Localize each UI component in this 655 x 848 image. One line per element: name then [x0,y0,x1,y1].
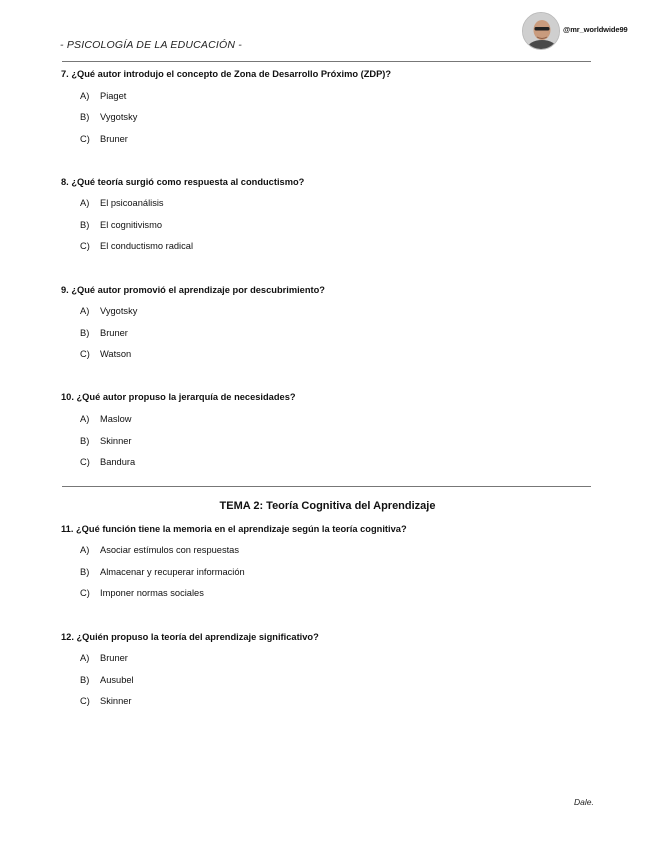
option-letter: B) [80,112,90,122]
option-text: El cognitivismo [100,220,163,230]
section-divider [62,486,591,487]
option-item [80,457,135,467]
option-letter: A) [80,653,90,663]
question-text: 7. ¿Qué autor introdujo el concepto de Zona de Desarrollo Próximo (ZDP)? [61,69,392,79]
option-letter: C) [80,134,90,144]
option-text: Vygotsky [100,306,138,316]
option-text: Imponer normas sociales [100,588,204,598]
option-letter: C) [80,241,90,251]
option-item [80,545,239,555]
option-text: El psicoanálisis [100,198,164,208]
option-text: Vygotsky [100,112,138,122]
question-text: 11. ¿Qué función tiene la memoria en el aprendizaje según la teoría cognitiva? [61,524,407,534]
option-text: Almacenar y recuperar información [100,567,245,577]
option-text: Ausubel [100,675,134,685]
question-text: 8. ¿Qué teoría surgió como respuesta al conductismo? [61,177,305,187]
avatar [522,12,560,50]
option-text: Bandura [100,457,136,467]
option-letter: C) [80,696,90,706]
option-item [80,588,204,598]
option-item [80,134,128,144]
option-text: Asociar estímulos con respuestas [100,545,239,555]
section-title: TEMA 2: Teoría Cognitiva del Aprendizaje [219,500,436,512]
option-text: Bruner [100,134,128,144]
option-item [80,436,132,446]
option-letter: A) [80,545,90,555]
option-item [80,349,131,359]
question-text: 9. ¿Qué autor promovió el aprendizaje por descubrimiento? [61,285,325,295]
option-letter: B) [80,567,90,577]
option-text: Watson [100,349,132,359]
option-text: Piaget [100,91,127,101]
option-letter: A) [80,198,90,208]
option-item [80,653,128,663]
option-item [80,675,134,685]
option-letter: A) [80,414,90,424]
option-item [80,198,164,208]
person-avatar-icon [523,13,560,50]
social-handle: @mr_worldwide99 [563,25,628,34]
page-header-title: - PSICOLOGÍA DE LA EDUCACIÓN - [60,39,243,51]
header-divider [62,61,591,62]
option-letter: C) [80,349,90,359]
option-letter: B) [80,220,90,230]
question-text: 12. ¿Quién propuso la teoría del aprendizaje significativo? [61,632,319,642]
option-item [80,696,132,706]
option-item [80,220,162,230]
option-text: Maslow [100,414,132,424]
option-letter: A) [80,91,90,101]
option-text: Bruner [100,653,128,663]
option-letter: C) [80,588,90,598]
option-text: Skinner [100,436,132,446]
option-text: Bruner [100,328,128,338]
option-letter: B) [80,436,90,446]
question-text: 10. ¿Qué autor propuso la jerarquía de necesidades? [61,392,296,402]
option-item [80,567,245,577]
option-item [80,112,137,122]
option-item [80,328,128,338]
option-letter: B) [80,328,90,338]
option-text: El conductismo radical [100,241,194,251]
option-item [80,414,132,424]
footer-signature: Dale. [574,797,594,807]
option-item [80,91,126,101]
option-letter: A) [80,306,90,316]
option-letter: B) [80,675,90,685]
option-item [80,306,137,316]
option-item [80,241,193,251]
option-text: Skinner [100,696,132,706]
option-letter: C) [80,457,90,467]
